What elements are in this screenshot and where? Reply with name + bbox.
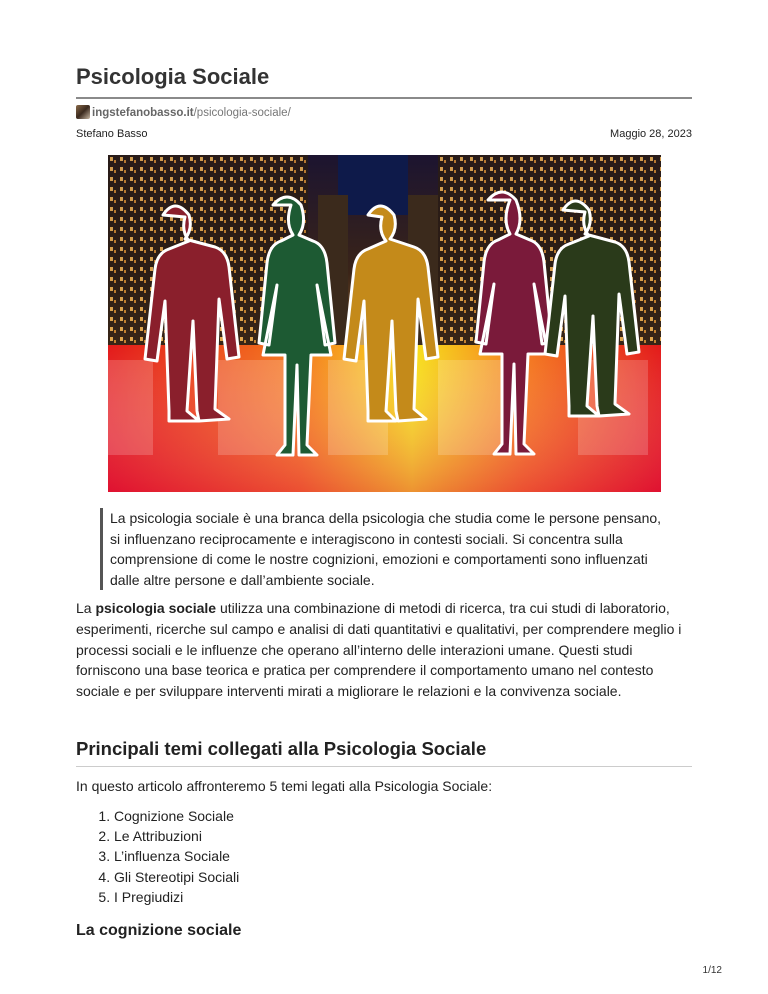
source-path[interactable]: /psicologia-sociale/: [193, 107, 291, 119]
paragraph-lead: La: [76, 600, 96, 616]
subsection-heading: La cognizione sociale: [76, 922, 242, 939]
title-divider: [76, 97, 692, 99]
section-intro: In questo articolo affronteremo 5 temi legati alla Psicologia Sociale:: [76, 778, 493, 794]
list-item: 4. Gli Stereotipi Sociali: [114, 867, 239, 887]
section-heading: Principali temi collegati alla Psicologia Sociale: [76, 738, 487, 759]
page-number: 1/12: [702, 965, 722, 976]
author-name: Stefano Basso: [76, 128, 148, 140]
team-silhouettes-image: [108, 155, 661, 492]
section-divider: [76, 766, 692, 767]
source-domain[interactable]: ingstefanobasso.it: [92, 107, 194, 119]
list-item: 2. Le Attribuzioni: [114, 826, 239, 846]
hero-image: [108, 155, 661, 492]
list-item: 1. Cognizione Sociale: [114, 806, 239, 826]
paragraph-rest: utilizza una combinazione di metodi di ricerca, tra cui studi di laboratorio, esperimenti, ricerche sul campo e analisi di dati quantitativi e qualitativi, per comprendere meglio i processi sociali e le influenze che operano all’interno delle interazioni umane. Questi studi forniscono una base teorica e pratica per comprendere il comportamento umano nel contesto sociale e per sviluppare interventi mirati a migliorare le relazioni e la convivenza sociale.: [76, 600, 682, 700]
list-item: 5. I Pregiudizi: [114, 887, 239, 907]
paragraph-bold-term: psicologia sociale: [95, 600, 217, 616]
publish-date: Maggio 28, 2023: [610, 128, 692, 140]
blockquote: [100, 508, 670, 590]
list-item: 3. L’influenza Sociale: [114, 846, 239, 866]
intro-paragraph: [76, 598, 692, 702]
quote-text: La psicologia sociale è una branca della psicologia che studia come le persone pensano, si influenzano reciprocamente e interagiscono in contesti sociali. Si concentra sulla comprensione di come le nostre cognizioni, emozioni e comportamenti sono influenzati dalle altre persone e dall’ambiente sociale.: [110, 510, 662, 588]
source-url[interactable]: [76, 105, 291, 119]
topics-list: [76, 806, 239, 907]
site-favicon-icon: [76, 105, 90, 119]
page-title: Psicologia Sociale: [76, 64, 270, 89]
